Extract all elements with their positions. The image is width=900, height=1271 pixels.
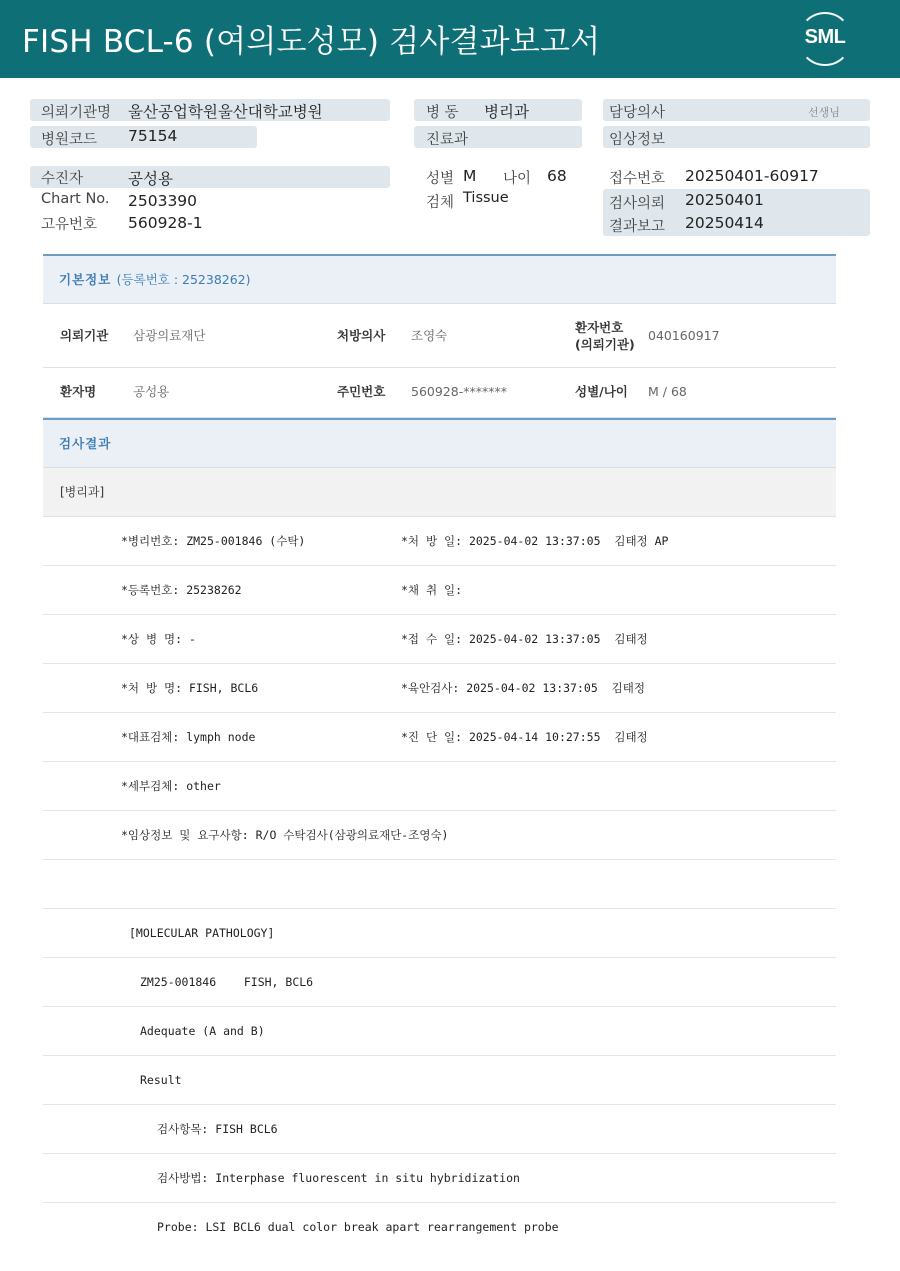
age-value: 68 [547, 167, 567, 185]
result-row [43, 517, 836, 566]
basic-info-header [43, 254, 836, 304]
sexage-value: M / 68 [648, 384, 687, 399]
specimen-value: Tissue [463, 190, 509, 206]
pid-label-1: 환자번호 [575, 320, 624, 335]
result-left: *등록번호: 25238262 [121, 583, 242, 597]
patient-value: 공성용 [128, 170, 173, 188]
result-right: *육안검사: 2025-04-02 13:37:05 김태정 [401, 681, 645, 695]
org-label: 의뢰기관 [60, 328, 109, 343]
basic-info-section [43, 254, 836, 418]
result-right: *채 취 일: [401, 583, 463, 597]
sex-value: M [463, 167, 477, 185]
doc-label: 처방의사 [337, 328, 386, 343]
sml-logo [798, 12, 852, 66]
report-value: 20250414 [685, 214, 764, 232]
basic-row-2 [43, 368, 836, 418]
sex-label: 성별 [426, 171, 455, 187]
result-row [43, 566, 836, 615]
report-label: 결과보고 [609, 219, 666, 235]
report-title: FISH BCL-6 (여의도성모) 검사결과보고서 [22, 24, 601, 60]
ward-label: 병 동 [426, 105, 459, 121]
report-header [0, 0, 900, 78]
basic-reg-label: (등록번호 : 25238262) [116, 272, 251, 287]
sexage-label: 성별/나이 [575, 384, 628, 399]
pid-label-2: (의뢰기관) [575, 337, 635, 352]
logo-text: SML [804, 26, 846, 48]
req-org-label: 의뢰기관명 [41, 105, 112, 121]
chart-label: Chart No. [41, 191, 110, 207]
receipt-label: 접수번호 [609, 171, 666, 187]
molecular-row [43, 1056, 836, 1105]
result-left: *대표검체: lymph node [121, 730, 256, 744]
molecular-line: [MOLECULAR PATHOLOGY] [129, 926, 275, 940]
req-org-value: 울산공업학원울산대학교병원 [128, 103, 323, 121]
age-label: 나이 [503, 171, 532, 187]
molecular-row [43, 909, 836, 958]
result-right: *접 수 일: 2025-04-02 13:37:05 김태정 [401, 632, 648, 646]
molecular-row [43, 958, 836, 1007]
result-left: *세부검체: other [121, 779, 221, 793]
result-header: 검사결과 [43, 418, 836, 468]
molecular-line: ZM25-001846 FISH, BCL6 [140, 975, 314, 989]
name-label: 환자명 [60, 384, 97, 399]
result-row [43, 713, 836, 762]
unique-label: 고유번호 [41, 217, 98, 233]
clinical-label: 임상정보 [609, 132, 666, 148]
ward-value: 병리과 [484, 103, 529, 121]
doc-value: 조영숙 [411, 328, 448, 343]
rrn-value: 560928-******* [411, 384, 507, 399]
molecular-row [43, 1007, 836, 1056]
name-value: 공성용 [133, 384, 170, 399]
result-left: *병리번호: ZM25-001846 (수탁) [121, 534, 306, 548]
rrn-label: 주민번호 [337, 384, 386, 399]
hosp-code-value: 75154 [128, 127, 178, 145]
molecular-row [43, 1105, 836, 1154]
chart-value: 2503390 [128, 192, 198, 210]
result-row [43, 762, 836, 811]
molecular-row [43, 1154, 836, 1203]
molecular-line: 검사항목: FISH BCL6 [157, 1122, 278, 1136]
result-right: *진 단 일: 2025-04-14 10:27:55 김태정 [401, 730, 648, 744]
specimen-label: 검체 [426, 195, 455, 211]
result-left: *처 방 명: FISH, BCL6 [121, 681, 259, 695]
result-row [43, 664, 836, 713]
molecular-line: 검사방법: Interphase fluorescent in situ hybridization [157, 1171, 520, 1185]
basic-row-1 [43, 304, 836, 368]
org-value: 삼광의료재단 [133, 328, 206, 343]
doctor-suffix: 선생님 [808, 106, 840, 119]
hosp-code-label: 병원코드 [41, 132, 98, 148]
result-row [43, 615, 836, 664]
molecular-line: Probe: LSI BCL6 dual color break apart rearrangement probe [157, 1220, 559, 1234]
receipt-value: 20250401-60917 [685, 167, 819, 185]
molecular-line: Adequate (A and B) [140, 1024, 265, 1038]
molecular-row [43, 1203, 836, 1252]
patient-pill [30, 166, 390, 188]
result-right: *처 방 일: 2025-04-02 13:37:05 김태정 AP [401, 534, 669, 548]
basic-info-title: 기본정보 [59, 272, 112, 287]
request-value: 20250401 [685, 191, 764, 209]
dept-label: 진료과 [426, 132, 469, 148]
result-section [43, 418, 836, 1252]
molecular-line: Result [140, 1073, 182, 1087]
pid-value: 040160917 [648, 328, 720, 343]
unique-value: 560928-1 [128, 214, 203, 232]
request-label: 검사의뢰 [609, 196, 666, 212]
result-left: *상 병 명: - [121, 632, 196, 646]
dept-row: [병리과] [43, 468, 836, 517]
result-row [43, 811, 836, 860]
result-left: *임상정보 및 요구사항: R/O 수탁검사(삼광의료재단-조영숙) [121, 828, 449, 842]
result-row-empty [43, 860, 836, 909]
doctor-label: 담당의사 [609, 105, 666, 121]
patient-label: 수진자 [41, 171, 84, 187]
